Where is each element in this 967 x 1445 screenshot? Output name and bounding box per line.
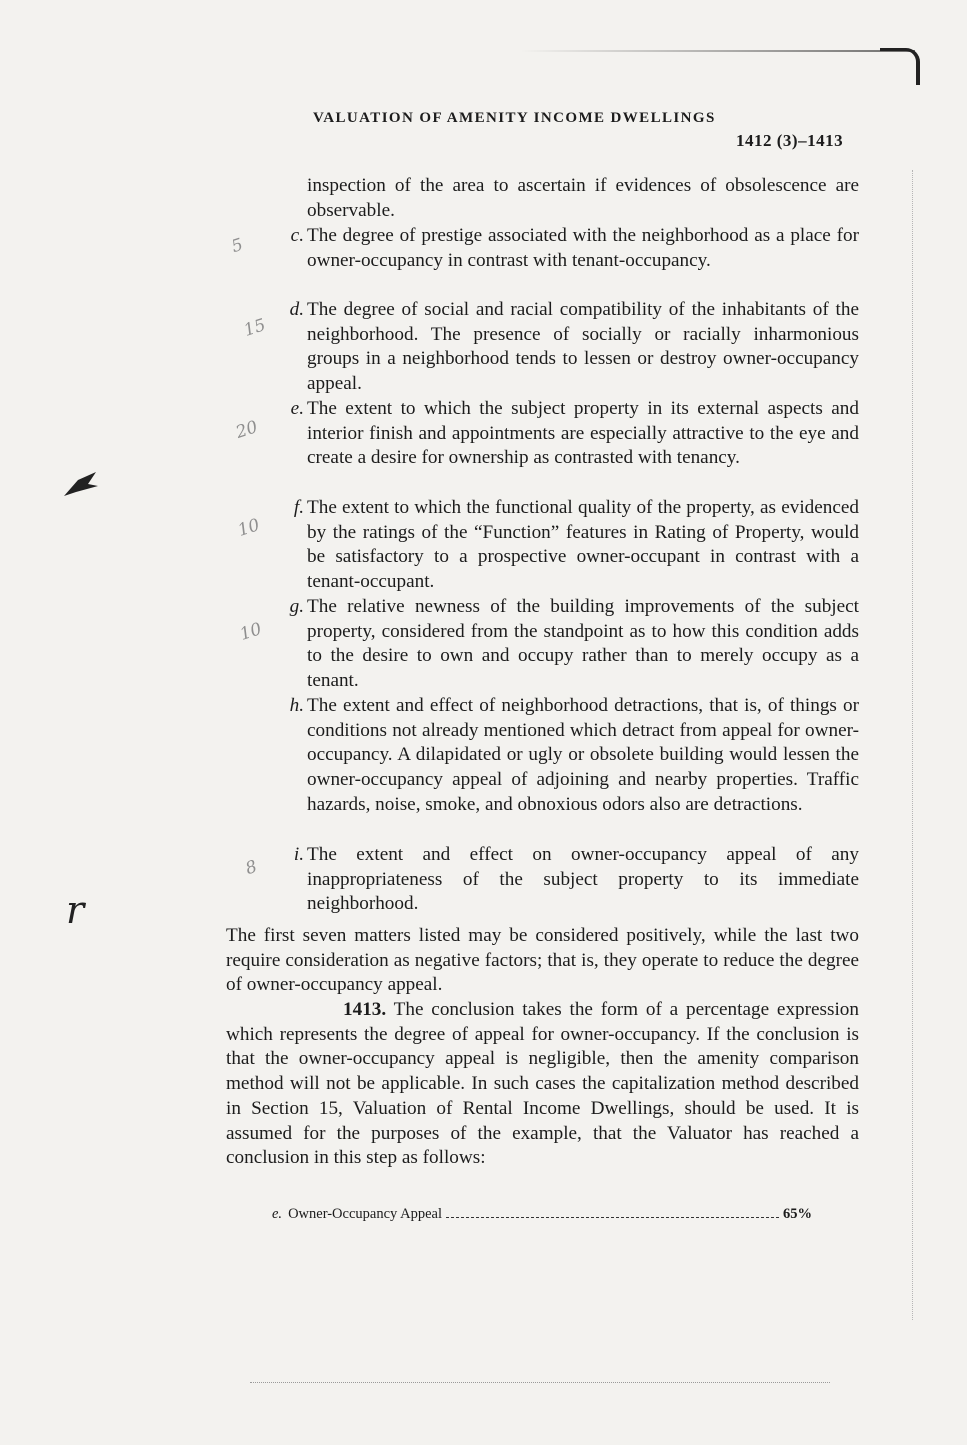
section-number: 1412 (3)–1413 [736,131,844,150]
list-item-i [293,843,859,917]
ink-blot-mark [58,466,106,506]
item-letter: i. [293,844,304,865]
page-top-edge [520,50,915,52]
item-letter: d. [289,299,304,320]
section-1413-number: 1413. [343,999,387,1020]
item-text: The degree of social and racial compatibility of the inhabitants of the neighborhood. The presence of socially or racially inharmonious groups in a neighborhood tends to lessen or destroy owner-occupancy appeal. [307,299,859,395]
item-letter: e. [290,398,304,419]
margin-note-f: 10 [235,515,263,541]
page-right-edge [912,170,914,1320]
running-title: VALUATION OF AMENITY INCOME DWELLINGS [313,110,716,126]
section-1413-paragraph [226,998,859,1171]
margin-note-c: 5 [229,234,246,258]
continuation-paragraph: inspection of the area to ascertain if evidences of obsolescence are observable. [307,175,859,221]
item-text: The extent to which the subject property in its external aspects and interior finish and appointments are especially attractive to the eye and create a desire for ownership as contrasted with tenancy. [307,398,859,469]
list-item-g [289,595,859,694]
item-text: The degree of prestige associated with the neighborhood as a place for owner-occupancy in contrast with tenant-occupancy. [307,225,859,271]
page-bottom-edge [250,1382,830,1384]
list-item-d [289,298,859,397]
margin-note-i: 8 [243,856,260,880]
margin-note-d: 15 [241,315,269,341]
item-text: The extent to which the functional quality of the property, as evidenced by the ratings of the “Function” features in Rating of Property, would be satisfactory to a prospective owner-occupant in contrast with a tenant-occupant. [307,497,859,593]
conclusion-value: 65% [783,1206,812,1222]
item-letter: g. [289,596,304,617]
item-letter: f. [293,497,304,518]
item-letter: c. [290,225,304,246]
page-corner-fold [880,48,920,85]
margin-note-g: 10 [237,619,265,645]
item-letter: h. [289,695,304,716]
margin-note-e: 20 [233,417,261,443]
conclusion-line [272,1206,812,1223]
summary-paragraph: The first seven matters listed may be considered positively, while the last two require consideration as negative factors; that is, they operate to reduce the degree of owner-occupancy appeal. [226,925,859,996]
conclusion-letter: e. [272,1206,283,1222]
item-text: The relative newness of the building improvements of the subject property, considered from the standpoint as to how this condition adds to the desire to own and occupy rather than to merely occupy as a tenant. [307,596,859,692]
list-item-f [293,496,859,595]
list-item-e [290,397,859,471]
margin-note-corner: r [66,888,85,932]
section-1413-text: The conclusion takes the form of a percentage expression which represents the degree of appeal for owner-occupancy. If the conclusion is that the owner-occupancy appeal is negligible, then the amenity comparison method will not be applicable. In such cases the capitalization method described in Section 15, Valuation of Rental Income Dwellings, should be used. It is assumed for the purposes of the example, that the Valuator has reached a conclusion in this step as follows: [226,999,859,1169]
list-item-h [289,694,859,818]
item-text: The extent and effect on owner-occupancy appeal of any inappropriateness of the subject property to its immediate neighborhood. [307,844,859,915]
conclusion-label: Owner-Occupancy Appeal [288,1206,442,1222]
list-item-c [290,224,859,273]
dotted-leader [446,1216,779,1218]
item-text: The extent and effect of neighborhood detractions, that is, of things or conditions not already mentioned which detract from appeal for owner-occupancy. A dilapidated or ugly or obsolete building would lessen the owner-occupancy appeal of adjoining and nearby properties. Traffic hazards, noise, smoke, and obnoxious odors also are detractions. [307,695,859,815]
